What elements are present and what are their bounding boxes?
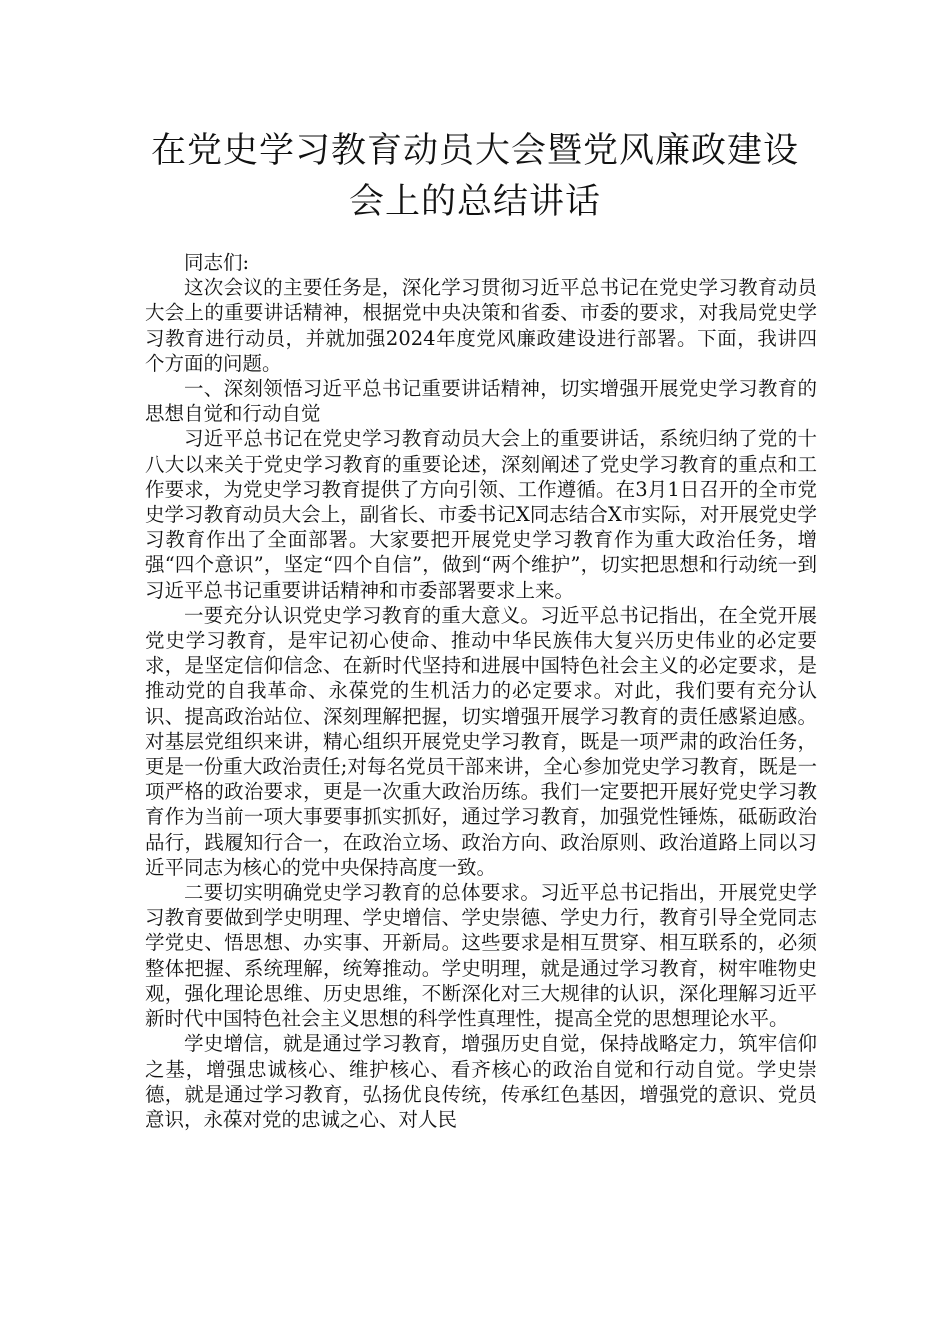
paragraph: 一要充分认识党史学习教育的重大意义。习近平总书记指出，在全党开展党史学习教育，是牢记初心使命、推动中华民族伟大复兴历史伟业的必定要求，是坚定信仰信念、在新时代坚持和进展中国特色社会主义的必定要求，是推动党的自我革命、永葆党的生机活力的必定要求。对此，我们要有充分认识、提高政治站位、深刻理解把握，切实增强开展学习教育的责任感紧迫感。对基层党组织来讲，精心组织开展党史学习教育，既是一项严肃的政治任务，更是一份重大政治责任;对每名党员干部来讲，全心参加党史学习教育，既是一项严格的政治要求，更是一次重大政治历练。我们一定要把开展好党史学习教育作为当前一项大事要事抓实抓好，通过学习教育，加强党性锤炼，砥砺政治品行，践履知行合一，在政治立场、政治方向、政治原则、政治道路上同以习近平同志为核心的党中央保持高度一致。 [145, 603, 817, 879]
paragraph: 习近平总书记在党史学习教育动员大会上的重要讲话，系统归纳了党的十八大以来关于党史学习教育的重要论述，深刻阐述了党史学习教育的重点和工作要求，为党史学习教育提供了方向引领、工作遵循。在3月1日召开的全市党史学习教育动员大会上，副省长、市委书记X同志结合X市实际，对开展党史学习教育作出了全面部署。大家要把开展党史学习教育作为重大政治任务，增强“四个意识”，坚定“四个自信”，做到“两个维护”，切实把思想和行动统一到习近平总书记重要讲话精神和市委部署要求上来。 [145, 427, 817, 602]
paragraph: 这次会议的主要任务是，深化学习贯彻习近平总书记在党史学习教育动员大会上的重要讲话精神，根据党中央决策和省委、市委的要求，对我局党史学习教育进行动员，并就加强2024年度党风廉政建设进行部署。下面，我讲四个方面的问题。 [145, 276, 817, 375]
paragraph: 学史增信，就是通过学习教育，增强历史自觉，保持战略定力，筑牢信仰之基，增强忠诚核心、维护核心、看齐核心的政治自觉和行动自觉。学史崇德，就是通过学习教育，弘扬优良传统，传承红色基因，增强党的意识、党员意识，永葆对党的忠诚之心、对人民 [145, 1032, 817, 1131]
section-heading: 一、深刻领悟习近平总书记重要讲话精神，切实增强开展党史学习教育的思想自觉和行动自觉 [145, 377, 817, 426]
title-line-2: 会上的总结讲话 [348, 182, 601, 222]
title-line-1: 在党史学习教育动员大会暨党风廉政建设 [150, 131, 799, 171]
document-body [145, 250, 817, 1132]
document-title [100, 126, 850, 228]
salutation: 同志们: [184, 251, 250, 274]
paragraph: 二要切实明确党史学习教育的总体要求。习近平总书记指出，开展党史学习教育要做到学史明理、学史增信、学史崇德、学史力行，教育引导全党同志学党史、悟思想、办实事、开新局。这些要求是相互贯穿、相互联系的，必须整体把握、系统理解，统筹推动。学史明理，就是通过学习教育，树牢唯物史观，强化理论思维、历史思维，不断深化对三大规律的认识，深化理解习近平新时代中国特色社会主义思想的科学性真理性，提高全党的思想理论水平。 [145, 881, 817, 1031]
